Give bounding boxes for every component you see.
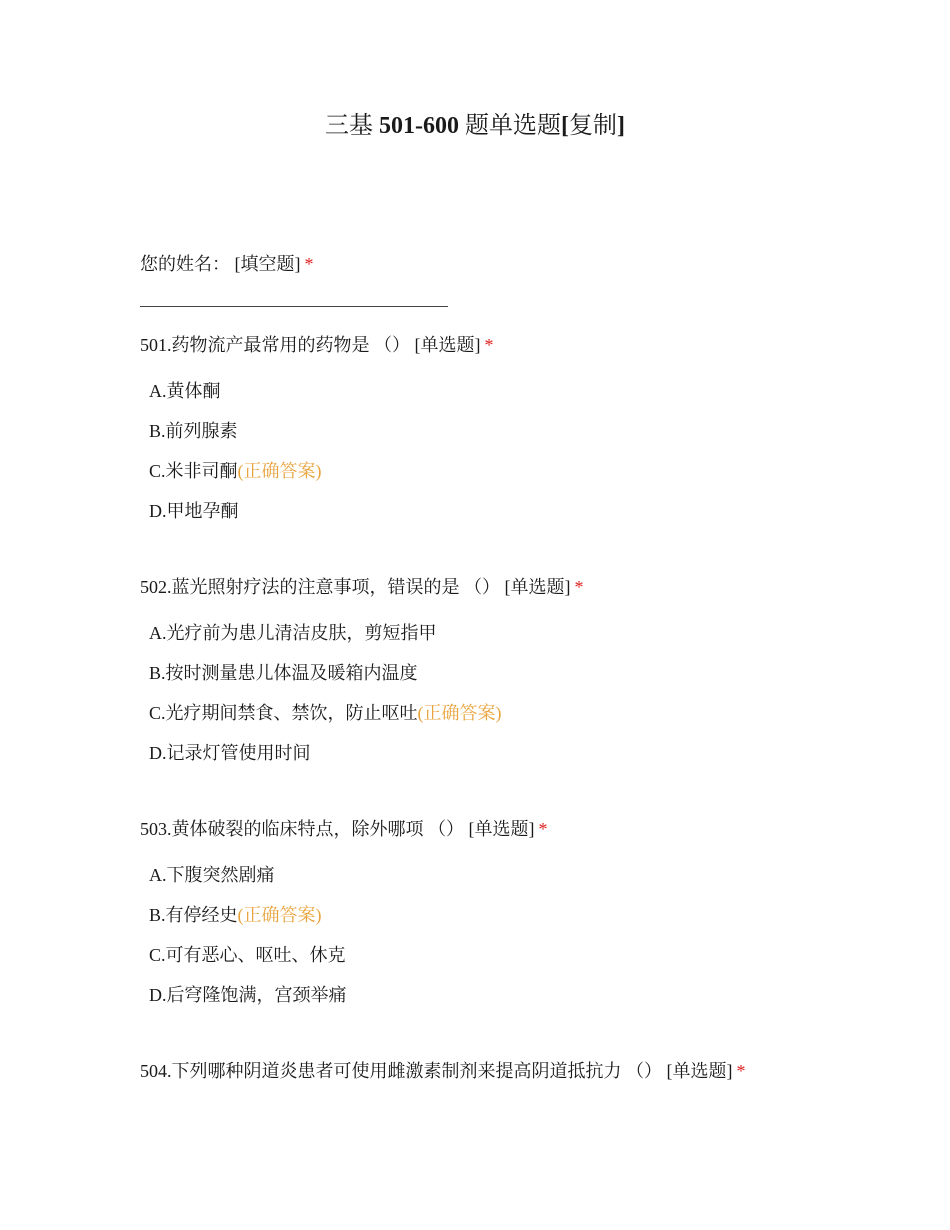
question-type: [单选题]: [414, 335, 481, 355]
correct-answer-tag: (正确答案): [417, 703, 502, 723]
title-range: 501-600: [379, 113, 459, 139]
option-502-c[interactable]: [149, 701, 502, 725]
option-503-d[interactable]: [149, 983, 347, 1007]
question-503-title: [140, 817, 548, 841]
question-504-title: [140, 1059, 746, 1083]
option-label: A.光疗前为患儿清洁皮肤，剪短指甲: [149, 623, 437, 643]
option-label: A.黄体酮: [149, 381, 221, 401]
option-501-c[interactable]: [149, 459, 322, 483]
correct-answer-tag: (正确答案): [237, 905, 322, 925]
question-type: [填空题]: [234, 254, 301, 274]
question-501-title: [140, 333, 494, 357]
question-text: 504.下列哪种阴道炎患者可使用雌激素制剂来提高阴道抵抗力 （）: [140, 1061, 667, 1081]
option-label: D.记录灯管使用时间: [149, 743, 311, 763]
option-502-b[interactable]: [149, 661, 418, 685]
option-label: B.按时测量患儿体温及暖箱内温度: [149, 663, 418, 683]
required-mark: *: [538, 819, 548, 839]
option-label: C.米非司酮: [149, 461, 238, 481]
question-text: 501.药物流产最常用的药物是 （）: [140, 335, 415, 355]
option-501-d[interactable]: [149, 499, 239, 523]
required-mark: *: [574, 577, 584, 597]
question-type: [单选题]: [504, 577, 571, 597]
option-label: C.光疗期间禁食、禁饮，防止呕吐: [149, 703, 418, 723]
title-bracket-close: ]: [617, 113, 625, 139]
option-label: D.后穹隆饱满，宫颈举痛: [149, 985, 347, 1005]
name-input-line[interactable]: [140, 306, 448, 307]
option-label: A.下腹突然剧痛: [149, 865, 275, 885]
option-label: C.可有恶心、呕吐、休克: [149, 945, 346, 965]
required-mark: *: [736, 1061, 746, 1081]
name-question-label: [140, 252, 314, 276]
title-prefix: 三基: [325, 113, 373, 139]
required-mark: *: [304, 254, 314, 274]
question-type: [单选题]: [666, 1061, 733, 1081]
correct-answer-tag: (正确答案): [237, 461, 322, 481]
option-501-a[interactable]: [149, 379, 221, 403]
title-copy: 复制: [569, 113, 617, 139]
title-middle: 题单选题: [465, 113, 561, 139]
option-503-a[interactable]: [149, 863, 275, 887]
option-503-c[interactable]: [149, 943, 346, 967]
option-502-a[interactable]: [149, 621, 437, 645]
option-501-b[interactable]: [149, 419, 238, 443]
name-label: 您的姓名：: [140, 254, 230, 274]
question-text: 502.蓝光照射疗法的注意事项，错误的是 （）: [140, 577, 505, 597]
question-type: [单选题]: [468, 819, 535, 839]
required-mark: *: [484, 335, 494, 355]
title-bracket-open: [: [561, 113, 569, 139]
option-label: D.甲地孕酮: [149, 501, 239, 521]
option-502-d[interactable]: [149, 741, 311, 765]
option-label: B.前列腺素: [149, 421, 238, 441]
question-502-title: [140, 575, 584, 599]
option-503-b[interactable]: [149, 903, 322, 927]
option-label: B.有停经史: [149, 905, 238, 925]
question-text: 503.黄体破裂的临床特点，除外哪项 （）: [140, 819, 469, 839]
page-title: [0, 110, 950, 142]
